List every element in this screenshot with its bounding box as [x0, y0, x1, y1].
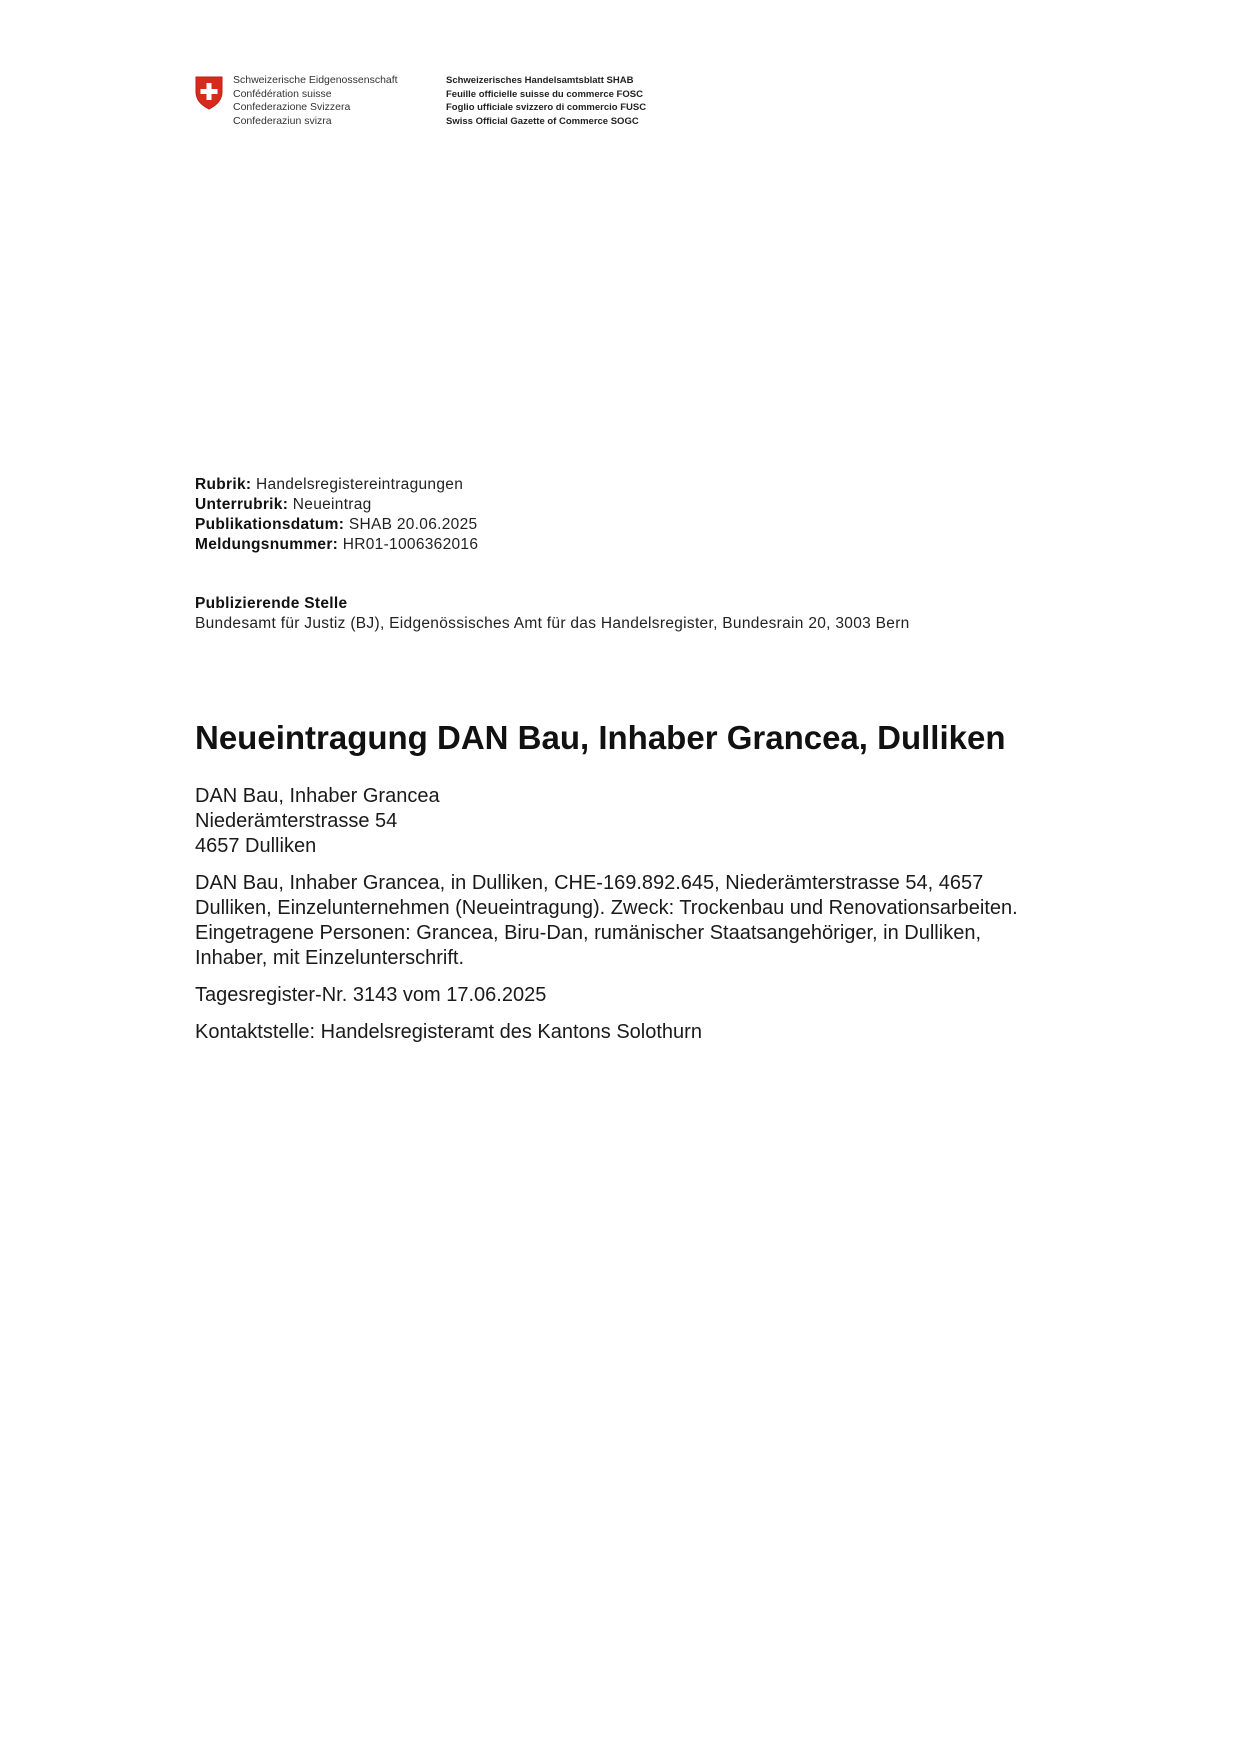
company-address-street: Niederämterstrasse 54 [195, 810, 398, 832]
gazette-name-it: Foglio ufficiale svizzero di commercio FUSC [446, 102, 647, 113]
meta-publikationsdatum [195, 515, 478, 535]
meta-rubrik-label: Rubrik: [195, 476, 252, 493]
gazette-name-fr: Feuille officielle suisse du commerce FOSC [446, 88, 643, 100]
letterhead [195, 74, 646, 128]
meta-meldungsnummer [195, 535, 478, 555]
company-address-city: 4657 Dulliken [195, 835, 317, 857]
company-address-name: DAN Bau, Inhaber Grancea [195, 785, 440, 807]
confederation-name-rm: Confederaziun svizra [233, 114, 332, 127]
notice [195, 718, 1055, 1057]
notice-title: Neueintragung DAN Bau, Inhaber Grancea, Dulliken [195, 719, 1006, 756]
meta-unterrubrik [195, 495, 478, 515]
confederation-names [233, 74, 428, 128]
meta-unterrubrik-value: Neueintrag [288, 496, 372, 513]
publishing-authority-heading: Publizierende Stelle [195, 595, 348, 612]
meta-unterrubrik-label: Unterrubrik: [195, 496, 289, 513]
confederation-name-fr: Confédération suisse [233, 87, 332, 100]
meta-publikationsdatum-value: SHAB 20.06.2025 [344, 516, 478, 533]
publication-meta [195, 475, 478, 555]
company-address [195, 784, 1055, 859]
contact-office: Kontaktstelle: Handelsregisteramt des Kantons Solothurn [195, 1021, 702, 1043]
meta-meldungsnummer-value: HR01-1006362016 [338, 536, 479, 553]
publishing-authority-text: Bundesamt für Justiz (BJ), Eidgenössisches Amt für das Handelsregister, Bundesrain 20, 3003 Bern [195, 615, 910, 632]
confederation-name-it: Confederazione Svizzera [233, 101, 351, 113]
register-number: Tagesregister-Nr. 3143 vom 17.06.2025 [195, 984, 547, 1006]
notice-body: DAN Bau, Inhaber Grancea, in Dulliken, CHE-169.892.645, Niederämterstrasse 54, 4657 Dulliken, Einzelunternehmen (Neueintragung). Zweck: Trockenbau und Renovationsarbeiten. Eingetragene Personen: Grancea, Biru-Dan, rumänischer Staatsangehöriger, in Dulliken, Inhaber, mit Einzelunterschrift. [195, 872, 1018, 969]
meta-rubrik [195, 475, 478, 495]
meta-meldungsnummer-label: Meldungsnummer: [195, 536, 339, 553]
gazette-name-de: Schweizerisches Handelsamtsblatt SHAB [446, 75, 634, 86]
swiss-coat-of-arms-icon [195, 76, 223, 110]
gazette-names [446, 74, 646, 128]
confederation-name-de: Schweizerische Eidgenossenschaft [233, 74, 398, 86]
gazette-name-en: Swiss Official Gazette of Commerce SOGC [446, 115, 639, 127]
meta-rubrik-value: Handelsregistereintragungen [251, 476, 464, 493]
meta-publikationsdatum-label: Publikationsdatum: [195, 516, 345, 533]
publishing-authority [195, 594, 910, 634]
